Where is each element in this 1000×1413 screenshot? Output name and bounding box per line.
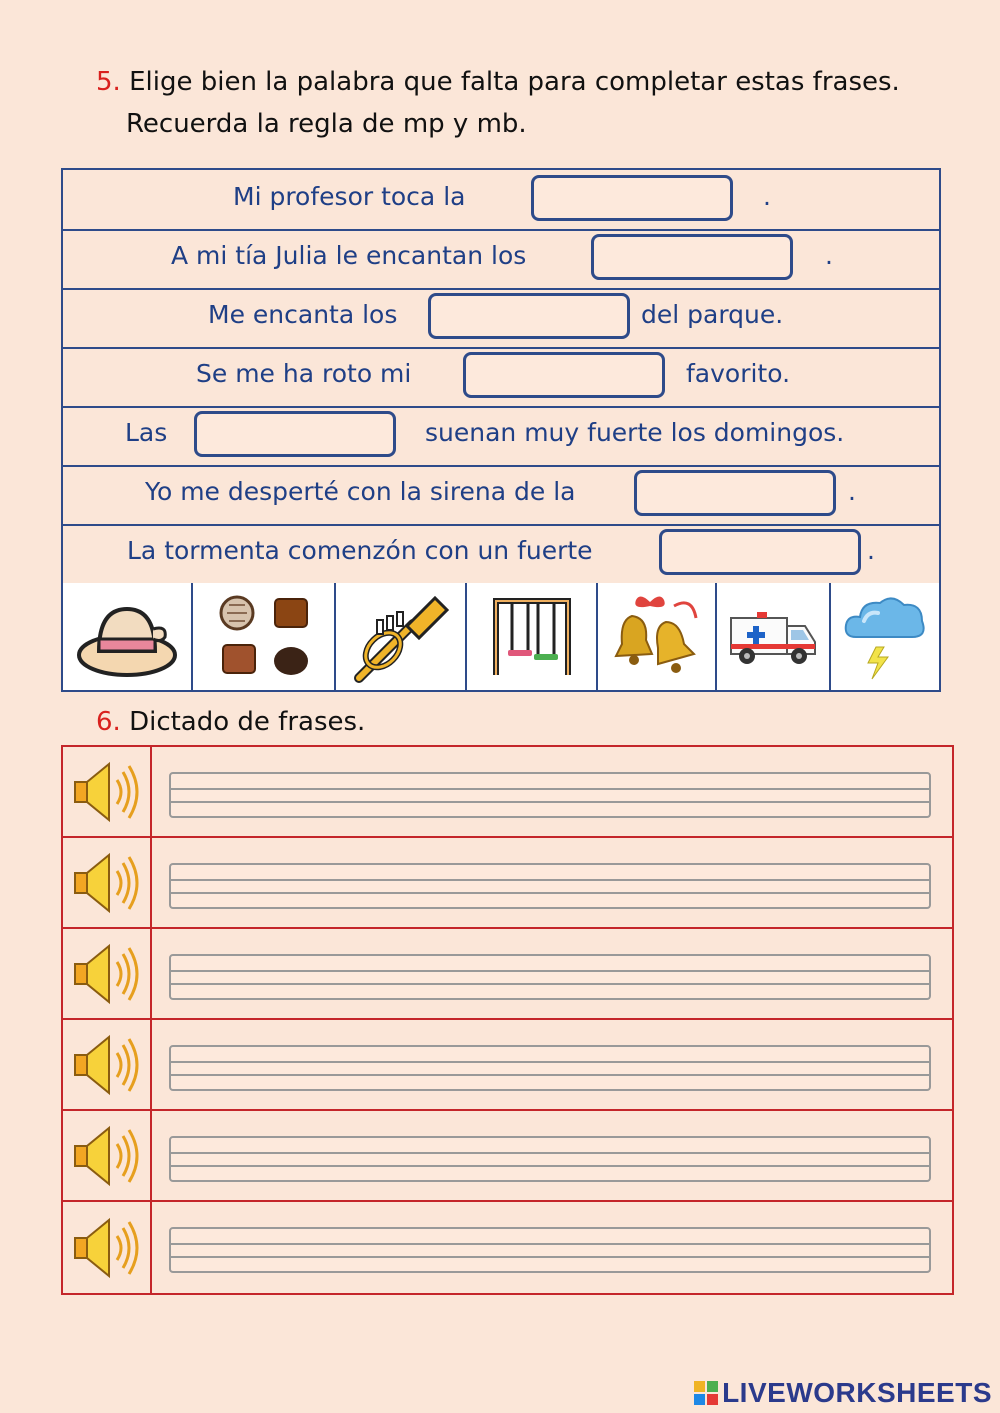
sentence-row: [63, 524, 939, 585]
bells-icon[interactable]: [598, 583, 717, 690]
answer-input[interactable]: [169, 772, 931, 818]
swings-icon[interactable]: [467, 583, 598, 690]
speaker-icon[interactable]: [63, 747, 152, 836]
sentence-text-after: .: [867, 536, 875, 565]
sentence-text-before: Me encanta los: [208, 300, 398, 329]
answer-dropbox[interactable]: [659, 529, 861, 575]
sentence-text-before: La tormenta comenzón con un fuerte: [127, 536, 593, 565]
sentence-text-after: .: [825, 241, 833, 270]
sentence-row: [63, 465, 939, 526]
exercise-5-instruction-line2: Recuerda la regla de mp y mb.: [126, 108, 527, 139]
sentence-text-before: Se me ha roto mi: [196, 359, 412, 388]
speaker-icon[interactable]: [63, 1202, 152, 1293]
sentence-text-after: del parque.: [641, 300, 784, 329]
exercise-5-heading: [96, 62, 900, 145]
exercise-6-heading: [96, 702, 365, 744]
hat-icon[interactable]: [63, 583, 193, 690]
sentence-row: [63, 170, 939, 231]
sentence-text-before: Mi profesor toca la: [233, 182, 466, 211]
sentence-text-after: suenan muy fuerte los domingos.: [425, 418, 845, 447]
answer-input[interactable]: [169, 1045, 931, 1091]
sentence-row: [63, 406, 939, 467]
dictation-row: [63, 1020, 952, 1111]
answer-input[interactable]: [169, 863, 931, 909]
ambulance-icon[interactable]: [717, 583, 831, 690]
logo-icon: [694, 1381, 718, 1405]
trumpet-icon[interactable]: [336, 583, 467, 690]
answer-dropbox[interactable]: [194, 411, 396, 457]
dictation-row: [63, 929, 952, 1020]
sentence-text-before: Yo me desperté con la sirena de la: [145, 477, 576, 506]
speaker-icon[interactable]: [63, 838, 152, 927]
sentence-text-after: .: [848, 477, 856, 506]
dictation-table: [61, 745, 954, 1295]
exercise-5-instruction: Elige bien la palabra que falta para completar estas frases.: [129, 67, 900, 97]
sentence-row: [63, 288, 939, 349]
speaker-icon[interactable]: [63, 929, 152, 1018]
liveworksheets-logo[interactable]: [694, 1377, 992, 1409]
answer-dropbox[interactable]: [428, 293, 630, 339]
exercise-6-instruction: Dictado de frases.: [129, 707, 366, 737]
answer-dropbox[interactable]: [531, 175, 733, 221]
storm-cloud-icon[interactable]: [831, 583, 939, 690]
answer-input[interactable]: [169, 1227, 931, 1273]
sentence-table: [61, 168, 941, 692]
answer-input[interactable]: [169, 1136, 931, 1182]
speaker-icon[interactable]: [63, 1020, 152, 1109]
speaker-icon[interactable]: [63, 1111, 152, 1200]
sentence-text-before: A mi tía Julia le encantan los: [171, 241, 527, 270]
exercise-6-number: 6.: [96, 707, 121, 737]
sentence-text-after: .: [763, 182, 771, 211]
answer-dropbox[interactable]: [634, 470, 836, 516]
sentence-text-after: favorito.: [686, 359, 791, 388]
answer-input[interactable]: [169, 954, 931, 1000]
dictation-row: [63, 1111, 952, 1202]
dictation-row: [63, 838, 952, 929]
dictation-row: [63, 747, 952, 838]
answer-dropbox[interactable]: [463, 352, 665, 398]
sentence-row: [63, 229, 939, 290]
sentence-text-before: Las: [125, 418, 168, 447]
dictation-row: [63, 1202, 952, 1293]
picture-row: [63, 583, 939, 690]
exercise-5-number: 5.: [96, 67, 121, 97]
sentence-row: [63, 347, 939, 408]
answer-dropbox[interactable]: [591, 234, 793, 280]
chocolates-icon[interactable]: [193, 583, 336, 690]
logo-text: LIVEWORKSHEETS: [722, 1377, 992, 1408]
